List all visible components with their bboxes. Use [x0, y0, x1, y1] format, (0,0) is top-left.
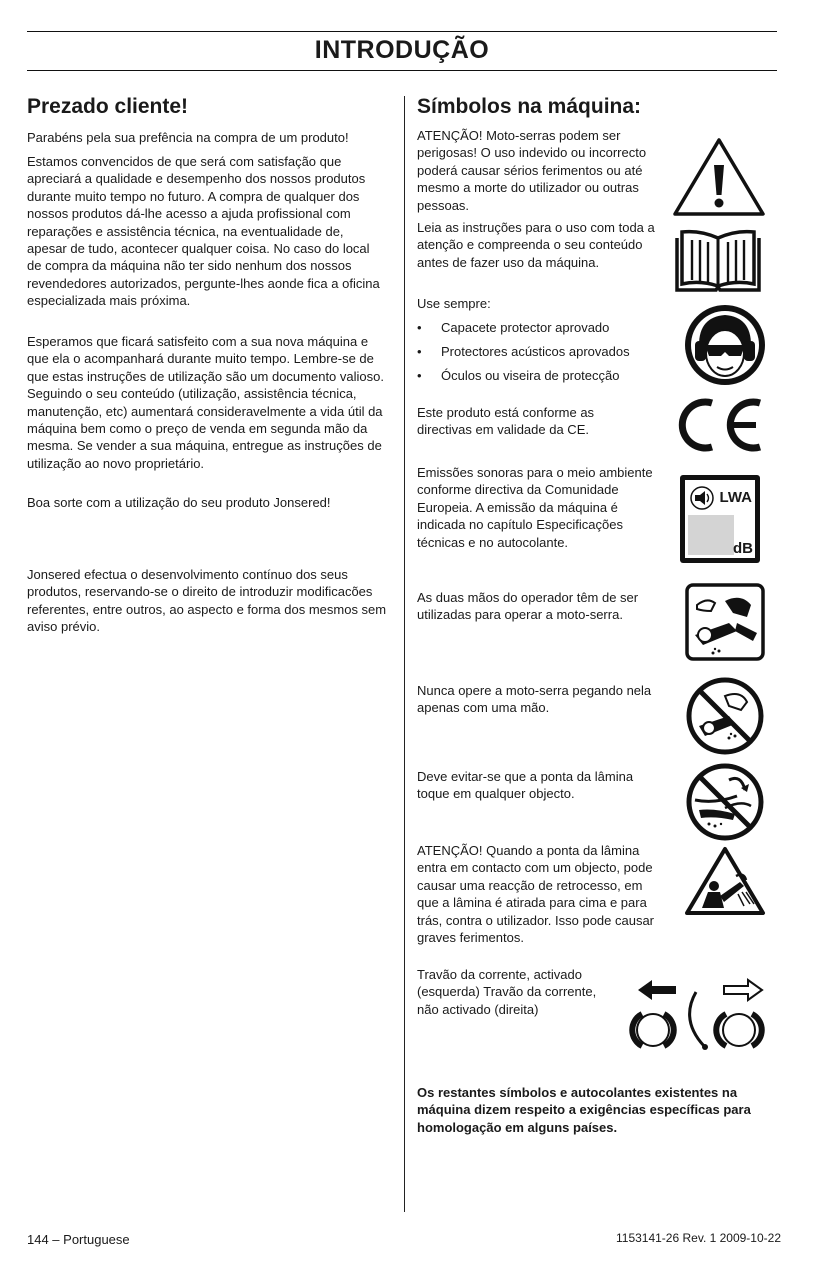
- ce-mark-icon: [670, 396, 766, 454]
- text-use-always: Use sempre:: [417, 296, 491, 311]
- bullet-helmet-text: Capacete protector aprovado: [441, 320, 610, 335]
- noise-label-lwa: LWA: [719, 489, 752, 506]
- left-heading: Prezado cliente!: [27, 95, 189, 118]
- paragraph-development: Jonsered efectua o desenvolvimento contínuo dos seus produtos, reservando-se o direito de introduzir modificacões referentes, entre outros, ao aspecto e forma dos mesmos sem aviso prévio.: [27, 567, 387, 635]
- text-two-hands: As duas mãos do operador têm de ser utilizadas para operar a moto-serra.: [417, 590, 639, 623]
- footer-document-id: 1153141-26 Rev. 1 2009-10-22: [615, 1231, 781, 1245]
- title-underline: [27, 70, 777, 71]
- right-heading: Símbolos na máquina:: [417, 95, 642, 118]
- text-chain-brake: Travão da corrente, activado (esquerda) Travão da corrente, não activado (direita): [417, 967, 597, 1017]
- text-ce: Este produto está conforme as directivas em validade da CE.: [417, 405, 595, 438]
- noise-label-db: dB: [733, 540, 753, 557]
- text-read-manual: Leia as instruções para o uso com toda a atenção e compreenda o seu conteúdo antes de fazer uso da máquina.: [417, 220, 655, 270]
- bullet-eye-protection-text: Óculos ou viseira de protecção: [441, 368, 620, 383]
- bullet-dot: •: [417, 320, 422, 335]
- paragraph-manual: Esperamos que ficará satisfeito com a sua nova máquina e que ela o acompanhará durante muito tempo. Lembre-se de que estas instruções de utilização são um documento valioso. Seguindo o seu conteúdo (utilização, assistência técnica, manutenção, etc) aumentará consideravelmente a vida útil da máquina bem como o preço de venda em segunda mão da mesma. Se vender a sua máquina, entregue as instruções de utilização ao novo proprietário.: [27, 334, 384, 471]
- text-warning: ATENÇÃO! Moto-serras podem ser perigosas! O uso indevido ou incorrecto poderá causar sérios ferimentos ou até mesmo a morte do utilizador ou outras pessoas.: [417, 128, 647, 213]
- protective-equipment-icon: [683, 303, 767, 387]
- text-noise: Emissões sonoras para o meio ambiente conforme directiva da Comunidade Europeia. A emissão da máquina é indicada no capítulo Especificações técnicas e no autocolante.: [417, 465, 653, 550]
- text-closing: Os restantes símbolos e autocolantes existentes na máquina dizem respeito a exigências específicas para homologação em alguns países.: [417, 1085, 751, 1135]
- noise-label-sticker: [680, 475, 760, 563]
- footer-page-number: 144 – Portuguese: [27, 1232, 130, 1247]
- manual-book-icon: [672, 228, 764, 294]
- paragraph-congrats: Parabéns pela sua prefência na compra de um produto!: [27, 130, 349, 145]
- top-rule: [27, 31, 777, 32]
- chain-brake-icon: [628, 974, 770, 1056]
- text-kickback: ATENÇÃO! Quando a ponta da lâmina entra em contacto com um objecto, pode causar uma reacção de retrocesso, em que a lâmina é atirada para cima e para trás, contra o utilizador. Isso pode causar graves ferimentos.: [417, 843, 655, 946]
- paragraph-good-luck: Boa sorte com a utilização do seu produto Jonsered!: [27, 495, 331, 510]
- two-hands-operation-icon: [685, 583, 765, 661]
- paragraph-quality: Estamos convencidos de que será com satisfação que apreciará a qualidade e desempenho dos nossos produtos durante muito tempo no futuro. A compra de qualquer dos nossos produtos dá-lhe acesso a ajuda profissional com reparações e assistência técnica, na eventualidade de, apesar de tudo, acontecer qualquer coisa. No caso do local de compra da máquina não ter sido nenhum dos nossos revendedores autorizados, pergunte-lhes aonde fica a oficina especializada mais próxima.: [27, 154, 380, 309]
- text-one-hand: Nunca opere a moto-serra pegando nela apenas com uma mão.: [417, 683, 652, 716]
- page-title: INTRODUÇÃO: [314, 36, 490, 64]
- speaker-icon: [689, 485, 715, 511]
- bullet-dot: •: [417, 344, 422, 359]
- column-divider: [404, 96, 405, 1212]
- no-one-hand-icon: [685, 676, 765, 756]
- no-tip-contact-icon: [685, 762, 765, 842]
- noise-value-box: [688, 515, 734, 555]
- bullet-ear-protection-text: Protectores acústicos aprovados: [441, 344, 630, 359]
- bullet-dot: •: [417, 368, 422, 383]
- text-blade-tip: Deve evitar-se que a ponta da lâmina toque em qualquer objecto.: [417, 769, 634, 802]
- warning-triangle-icon: [672, 137, 766, 217]
- kickback-warning-icon: [684, 846, 766, 916]
